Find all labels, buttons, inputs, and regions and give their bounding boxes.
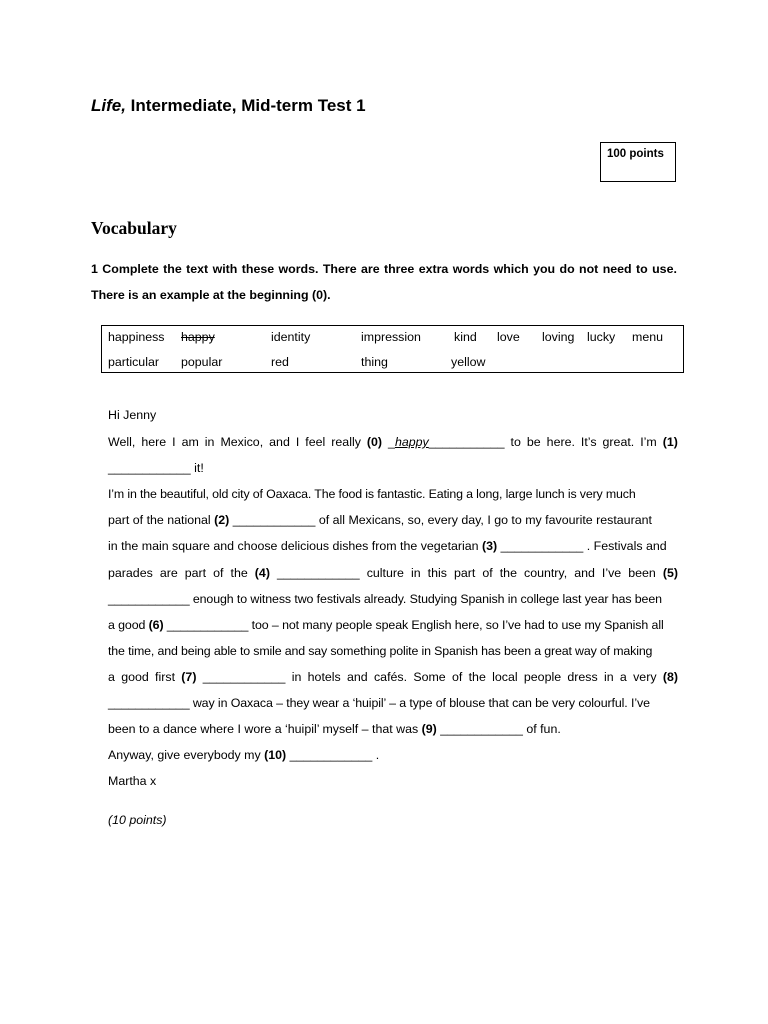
word: and bbox=[347, 670, 368, 684]
word: part bbox=[453, 566, 476, 580]
word: people bbox=[523, 670, 562, 684]
instruction-word: three bbox=[383, 262, 415, 276]
word: been bbox=[628, 566, 656, 580]
word-box-item: happiness bbox=[108, 330, 165, 344]
letter-line bbox=[108, 539, 678, 553]
word: It’s bbox=[580, 435, 597, 449]
question-number: (5) bbox=[662, 566, 678, 580]
text: in the main square and choose delicious dishes from the vegetarian bbox=[108, 539, 483, 553]
text: Anyway, give everybody my bbox=[108, 748, 265, 762]
word: first bbox=[155, 670, 176, 684]
word: to bbox=[510, 435, 521, 449]
word-box-item: lucky bbox=[587, 330, 616, 344]
example-answer-blank bbox=[388, 435, 504, 449]
word: be bbox=[526, 435, 541, 449]
word-box-item: thing bbox=[361, 355, 388, 369]
word: am bbox=[181, 435, 199, 449]
page-title bbox=[91, 96, 366, 116]
letter-greeting: Hi Jenny bbox=[108, 408, 157, 422]
letter-line bbox=[108, 722, 678, 736]
word: here. bbox=[546, 435, 575, 449]
word-box-item: loving bbox=[542, 330, 575, 344]
text: ____________ too – not many people speak English here, so I’ve had to use my Spanish all bbox=[163, 618, 664, 632]
word: the bbox=[499, 566, 517, 580]
word: of bbox=[451, 670, 463, 684]
question-number: (0) bbox=[366, 435, 383, 449]
instruction-word: text bbox=[186, 262, 209, 276]
instruction-word: the bbox=[163, 262, 182, 276]
word: and bbox=[574, 566, 595, 580]
instruction-word: are bbox=[360, 262, 380, 276]
word: part bbox=[184, 566, 207, 580]
letter-line bbox=[108, 748, 678, 762]
question-number: (8) bbox=[662, 670, 678, 684]
question-number: (6) bbox=[148, 618, 164, 632]
word-box-item: popular bbox=[181, 355, 223, 369]
word-box-item: kind bbox=[454, 330, 477, 344]
word-box-item-crossed: happy bbox=[181, 330, 215, 344]
letter-line bbox=[108, 566, 678, 580]
letter-line: I’m in the beautiful, old city of Oaxaca. The food is fantastic. Eating a long, large lunch is very much bbox=[108, 487, 636, 501]
instruction-word: 1 bbox=[91, 262, 98, 276]
instruction-word: with bbox=[212, 262, 238, 276]
letter-line bbox=[108, 435, 678, 449]
total-points-box bbox=[600, 142, 676, 182]
instruction-word: Complete bbox=[102, 262, 159, 276]
word: a bbox=[108, 670, 115, 684]
word: I’ve bbox=[601, 566, 622, 580]
word: local bbox=[492, 670, 518, 684]
word: hotels bbox=[307, 670, 341, 684]
word: this bbox=[427, 566, 447, 580]
instruction-word: do bbox=[559, 262, 575, 276]
text: part of the national bbox=[108, 513, 215, 527]
answer-blank: ____________ bbox=[276, 566, 360, 580]
answer-blank: ____________ bbox=[202, 670, 286, 684]
instruction-word: which bbox=[493, 262, 529, 276]
text: ____________ of all Mexicans, so, every day, I go to my favourite restaurant bbox=[229, 513, 652, 527]
word: of bbox=[213, 566, 224, 580]
instruction-word: to bbox=[636, 262, 648, 276]
word: great. bbox=[602, 435, 635, 449]
word: and bbox=[269, 435, 290, 449]
word: the bbox=[230, 566, 248, 580]
word-box-item: yellow bbox=[451, 355, 486, 369]
word: in bbox=[410, 566, 421, 580]
blank-prefix: _ bbox=[388, 435, 395, 449]
word: feel bbox=[305, 435, 326, 449]
word: in bbox=[603, 670, 614, 684]
word: Mexico, bbox=[220, 435, 264, 449]
letter-line bbox=[108, 513, 678, 527]
text: ____________ . Festivals and bbox=[497, 539, 667, 553]
word: dress bbox=[567, 670, 598, 684]
question-number: (7) bbox=[181, 670, 197, 684]
word-box-item: love bbox=[497, 330, 520, 344]
word-box-item: identity bbox=[271, 330, 311, 344]
letter-line: ____________ it! bbox=[108, 461, 204, 475]
section-points-note: (10 points) bbox=[108, 813, 167, 827]
word: really bbox=[331, 435, 361, 449]
instruction-word: not bbox=[579, 262, 599, 276]
word-box-item: menu bbox=[632, 330, 663, 344]
word: cafés. bbox=[373, 670, 408, 684]
word: country, bbox=[524, 566, 568, 580]
title-italic: Life, bbox=[91, 96, 126, 115]
word: the bbox=[468, 670, 486, 684]
word: parades bbox=[108, 566, 153, 580]
word: culture bbox=[366, 566, 404, 580]
word: good bbox=[121, 670, 149, 684]
word: I bbox=[172, 435, 176, 449]
instruction-word: use. bbox=[652, 262, 677, 276]
letter-line bbox=[108, 618, 678, 632]
instruction-word: There bbox=[322, 262, 357, 276]
word: are bbox=[159, 566, 178, 580]
word: very bbox=[633, 670, 657, 684]
word-box bbox=[101, 325, 684, 373]
word: in bbox=[204, 435, 215, 449]
text: been to a dance where I wore a ‘huipil’ myself – that was bbox=[108, 722, 422, 736]
instruction-word: words. bbox=[278, 262, 319, 276]
question-number: (1) bbox=[662, 435, 678, 449]
instruction-word: extra bbox=[418, 262, 449, 276]
letter-signoff: Martha x bbox=[108, 774, 157, 788]
letter-line: ____________ enough to witness two festivals already. Studying Spanish in college last year has been bbox=[108, 592, 662, 606]
text: ____________ . bbox=[286, 748, 380, 762]
text: a good bbox=[108, 618, 149, 632]
instruction-word: words bbox=[452, 262, 490, 276]
instruction-line-1 bbox=[91, 262, 677, 276]
word-box-item: impression bbox=[361, 330, 421, 344]
instruction-word: these bbox=[241, 262, 275, 276]
word-box-item: particular bbox=[108, 355, 159, 369]
question-number: (2) bbox=[214, 513, 230, 527]
question-number: (9) bbox=[421, 722, 437, 736]
instruction-word: you bbox=[533, 262, 556, 276]
instruction-line-2: There is an example at the beginning (0). bbox=[91, 288, 331, 302]
example-answer: happy bbox=[394, 435, 429, 449]
question-number: (4) bbox=[254, 566, 270, 580]
letter-line: ____________ way in Oaxaca – they wear a ‘huipil’ – a type of blouse that can be very colourful. I’ve bbox=[108, 696, 650, 710]
section-title: Vocabulary bbox=[91, 218, 177, 238]
word: Well, bbox=[108, 435, 136, 449]
word: in bbox=[291, 670, 302, 684]
blank-suffix: ___________ bbox=[428, 435, 505, 449]
word: of bbox=[482, 566, 493, 580]
word: Some bbox=[413, 670, 446, 684]
title-rest: Intermediate, Mid-term Test 1 bbox=[125, 96, 366, 115]
letter-line bbox=[108, 670, 678, 684]
question-number: (10) bbox=[264, 748, 287, 762]
word: I bbox=[295, 435, 300, 449]
text: ____________ of fun. bbox=[436, 722, 561, 736]
word: a bbox=[619, 670, 627, 684]
total-points-label: 100 points bbox=[607, 148, 664, 160]
word-box-item: red bbox=[271, 355, 289, 369]
instruction-word: need bbox=[602, 262, 632, 276]
letter-line: the time, and being able to smile and say something polite in Spanish has been a great way of making bbox=[108, 644, 653, 658]
word: I’m bbox=[640, 435, 657, 449]
word: here bbox=[141, 435, 167, 449]
question-number: (3) bbox=[482, 539, 498, 553]
